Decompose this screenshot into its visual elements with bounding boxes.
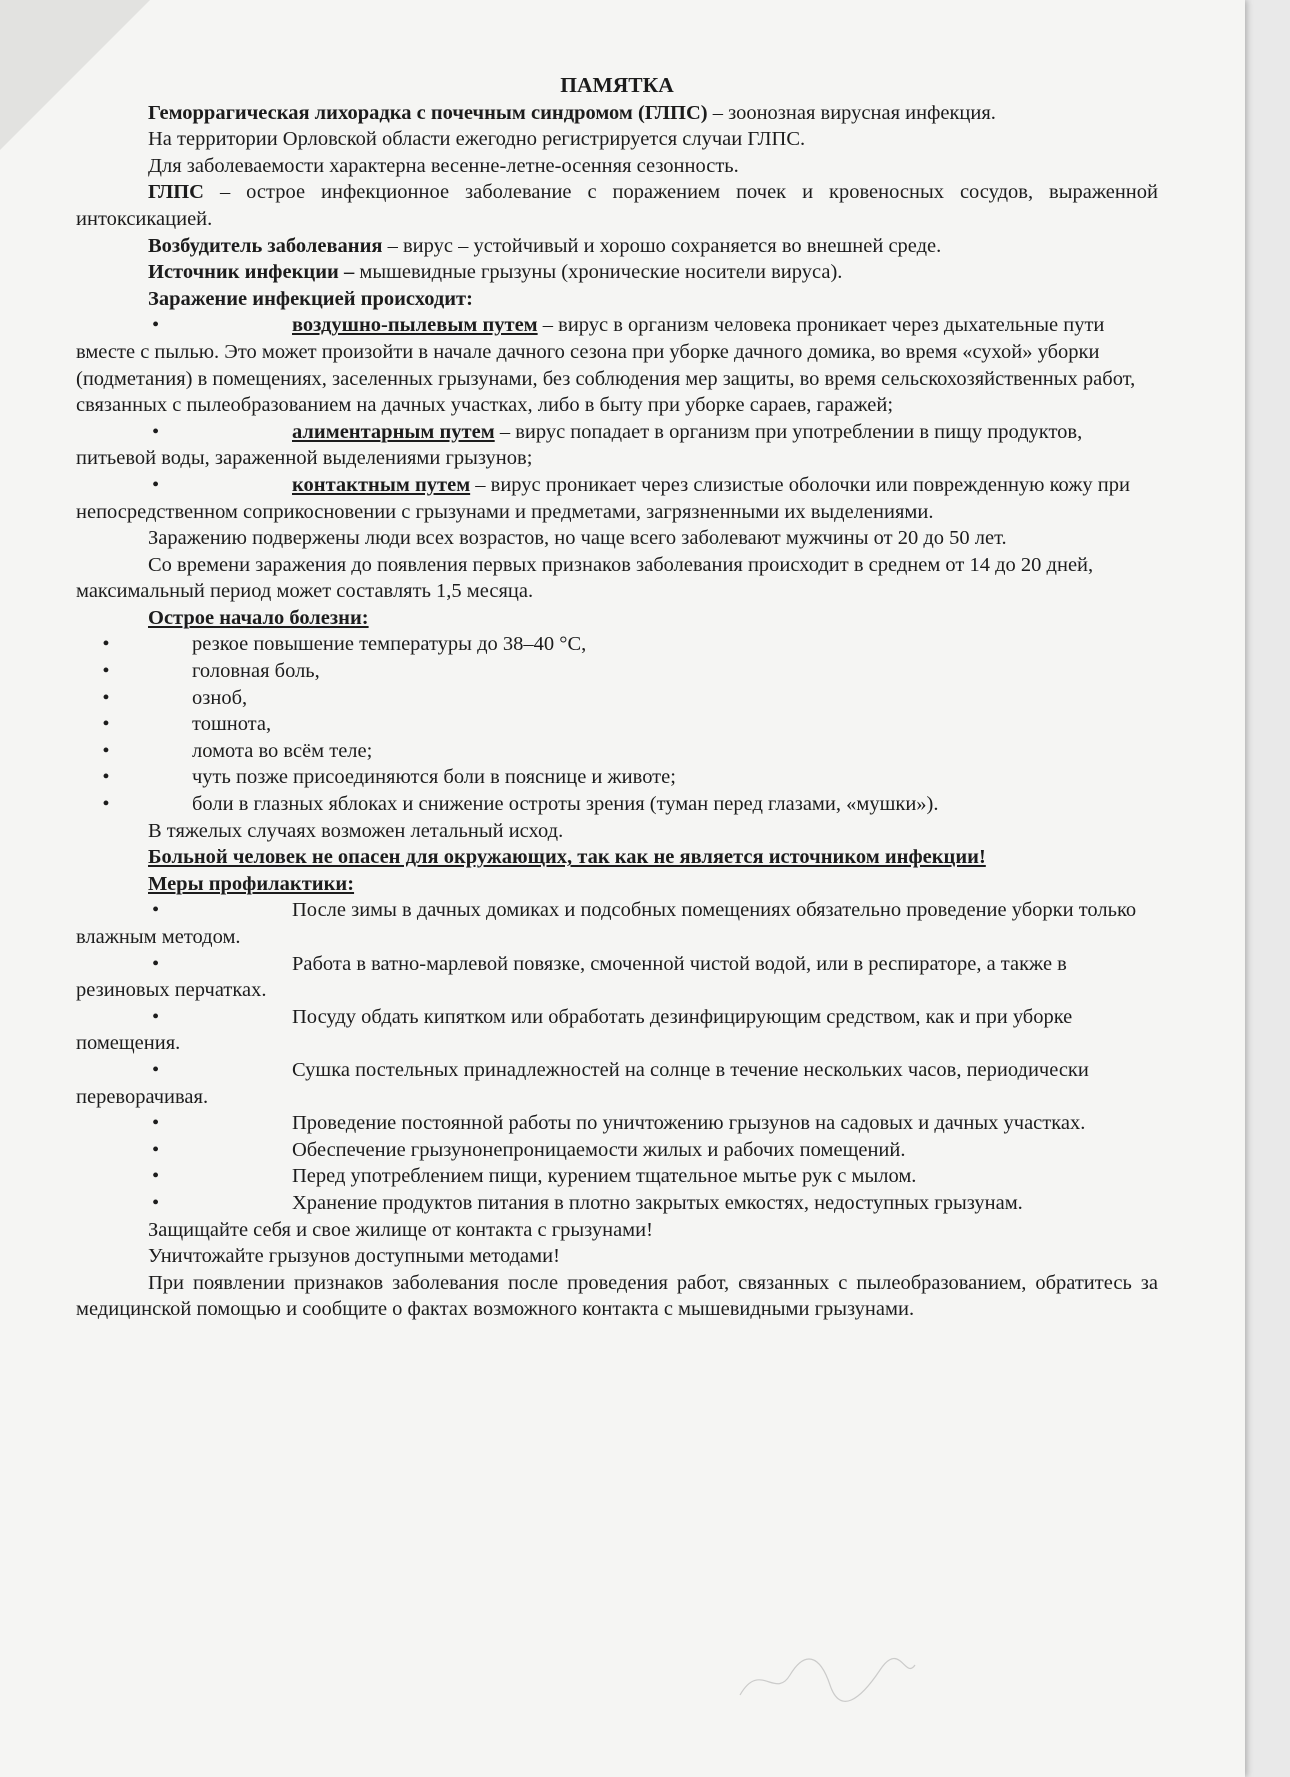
bullet-icon: •	[102, 713, 110, 736]
bullet-icon: •	[102, 633, 110, 656]
symptom-item	[76, 764, 1158, 791]
symptom-text: тошнота,	[192, 713, 272, 736]
prevention-text: Посуду обдать кипятком или обработать дезинфицирующим средством, как и при уборке помещения.	[76, 1005, 1073, 1055]
prevention-text: Перед употреблением пищи, курением тщательное мытье рук с мылом.	[292, 1165, 917, 1188]
bullet-icon: •	[152, 420, 160, 443]
bullet-icon: •	[102, 793, 110, 816]
prevention-heading: Меры профилактики:	[148, 872, 355, 895]
ages-paragraph: Заражению подвержены люди всех возрастов, но чаще всего заболевают мужчины от 20 до 50 лет.	[148, 527, 1007, 550]
symptom-text: боли в глазных яблоках и снижение остроты зрения (туман перед глазами, «мушки»).	[192, 793, 939, 816]
agent-paragraph	[76, 233, 1158, 260]
bullet-icon: •	[102, 660, 110, 683]
route-item	[76, 312, 1158, 418]
territory-paragraph: На территории Орловской области ежегодно регистрируется случаи ГЛПС.	[148, 128, 806, 151]
symptom-item	[76, 791, 1158, 818]
source-text: мышевидные грызуны (хронические носители вируса).	[354, 261, 843, 284]
glps-term: ГЛПС	[148, 181, 204, 204]
symptom-item	[76, 658, 1158, 685]
symptom-item	[76, 685, 1158, 712]
season-paragraph: Для заболеваемости характерна весенне-летне-осенняя сезонность.	[148, 154, 739, 177]
prevention-item	[76, 1137, 1158, 1164]
source-term: Источник инфекции –	[148, 261, 355, 284]
symptom-item	[76, 711, 1158, 738]
prevention-text: После зимы в дачных домиках и подсобных помещениях обязательно проведение уборки только влажным методом.	[76, 899, 1137, 948]
bullet-icon: •	[152, 1138, 160, 1161]
prevention-item	[76, 1110, 1158, 1137]
symptom-item	[76, 738, 1158, 765]
protect-paragraph: Защищайте себя и свое жилище от контакта с грызунами!	[148, 1218, 653, 1241]
route-item	[76, 419, 1158, 472]
destroy-paragraph: Уничтожайте грызунов доступными методами!	[148, 1245, 560, 1268]
prevention-item	[76, 897, 1158, 950]
intro-text: – зоонозная вирусная инфекция.	[707, 101, 996, 124]
symptom-text: головная боль,	[192, 660, 320, 683]
agent-text: – вирус – устойчивый и хорошо сохраняется во внешней среде.	[382, 234, 942, 257]
signature-mark	[730, 1650, 920, 1710]
final-paragraph: При появлении признаков заболевания после проведения работ, связанных с пылеобразованием, обратитесь за медицинской помощью и сообщите о фактах возможного контакта с мышевидными грызунами.	[76, 1271, 1158, 1321]
bullet-icon: •	[152, 473, 160, 496]
prevention-item	[76, 1163, 1158, 1190]
symptoms-list	[76, 631, 1158, 817]
route-term: контактным путем	[292, 473, 471, 496]
memo-title: ПАМЯТКА	[560, 73, 674, 97]
symptom-text: чуть позже присоединяются боли в пояснице и животе;	[192, 766, 676, 789]
bullet-icon: •	[152, 1112, 160, 1135]
intro-paragraph	[76, 100, 1158, 127]
bullet-icon: •	[152, 1005, 160, 1028]
source-paragraph	[76, 259, 1158, 286]
bullet-icon: •	[102, 686, 110, 709]
symptom-text: резкое повышение температуры до 38–40 °С,	[192, 633, 587, 656]
prevention-list	[76, 897, 1158, 1216]
prevention-item	[76, 951, 1158, 1004]
not-dangerous-warning: Больной человек не опасен для окружающих, так как не является источником инфекции!	[148, 846, 986, 869]
route-item	[76, 472, 1158, 525]
prevention-item	[76, 1004, 1158, 1057]
prevention-text: Работа в ватно-марлевой повязке, смоченной чистой водой, или в респираторе, а также в резиновых перчатках.	[76, 952, 1067, 1002]
bullet-icon: •	[102, 739, 110, 762]
route-text: – вирус попадает в организм при употреблении в пищу продуктов, питьевой воды, зараженной выделениями грызунов;	[76, 420, 1083, 470]
routes-list	[76, 312, 1158, 525]
glps-definition	[76, 179, 1158, 232]
route-text: – вирус в организм человека проникает через дыхательные пути вместе с пылью. Это может произойти в начале дачного сезона при уборке дачного домика, во время «сухой» уборки (подметания) в помещениях, заселенных грызунами, без соблюдения мер защиты, во время сельскохозяйственных работ, связанных с пылеобразованием на дачных участках, либо в быту при уборке сараев, гаражей;	[76, 314, 1136, 417]
bullet-icon: •	[152, 952, 160, 975]
symptom-text: ломота во всём теле;	[192, 739, 373, 762]
prevention-item	[76, 1190, 1158, 1217]
route-term: алиментарным путем	[292, 420, 495, 443]
prevention-item	[76, 1057, 1158, 1110]
prevention-text: Хранение продуктов питания в плотно закрытых емкостях, недоступных грызунам.	[292, 1191, 1023, 1214]
bullet-icon: •	[152, 1165, 160, 1188]
bullet-icon: •	[152, 1058, 160, 1081]
memo-content	[76, 72, 1158, 1323]
route-term: воздушно-пылевым путем	[292, 314, 538, 337]
onset-heading: Острое начало болезни:	[148, 606, 369, 629]
infection-heading: Заражение инфекцией происходит:	[148, 287, 473, 310]
bullet-icon: •	[152, 1191, 160, 1214]
symptom-text: озноб,	[192, 686, 248, 709]
route-text: – вирус проникает через слизистые оболочки или поврежденную кожу при непосредственном соприкосновении с грызунами и предметами, загрязненными их выделениями.	[76, 473, 1130, 523]
lethal-paragraph: В тяжелых случаях возможен летальный исход.	[148, 819, 564, 842]
bullet-icon: •	[152, 899, 160, 922]
prevention-text: Проведение постоянной работы по уничтожению грызунов на садовых и дачных участках.	[292, 1112, 1086, 1135]
disease-name: Геморрагическая лихорадка с почечным синдромом (ГЛПС)	[148, 101, 708, 124]
prevention-text: Обеспечение грызунонепроницаемости жилых и рабочих помещений.	[292, 1138, 906, 1161]
prevention-text: Сушка постельных принадлежностей на солнце в течение нескольких часов, периодически переворачивая.	[76, 1058, 1089, 1108]
agent-term: Возбудитель заболевания	[148, 234, 383, 257]
bullet-icon: •	[102, 766, 110, 789]
glps-text: – острое инфекционное заболевание с поражением почек и кровеносных сосудов, выраженной интоксикацией.	[76, 181, 1158, 230]
bullet-icon: •	[152, 314, 160, 337]
symptom-item	[76, 631, 1158, 658]
incubation-paragraph: Со времени заражения до появления первых признаков заболевания происходит в среднем от 14 до 20 дней, максимальный период может составлять 1,5 месяца.	[76, 553, 1094, 603]
